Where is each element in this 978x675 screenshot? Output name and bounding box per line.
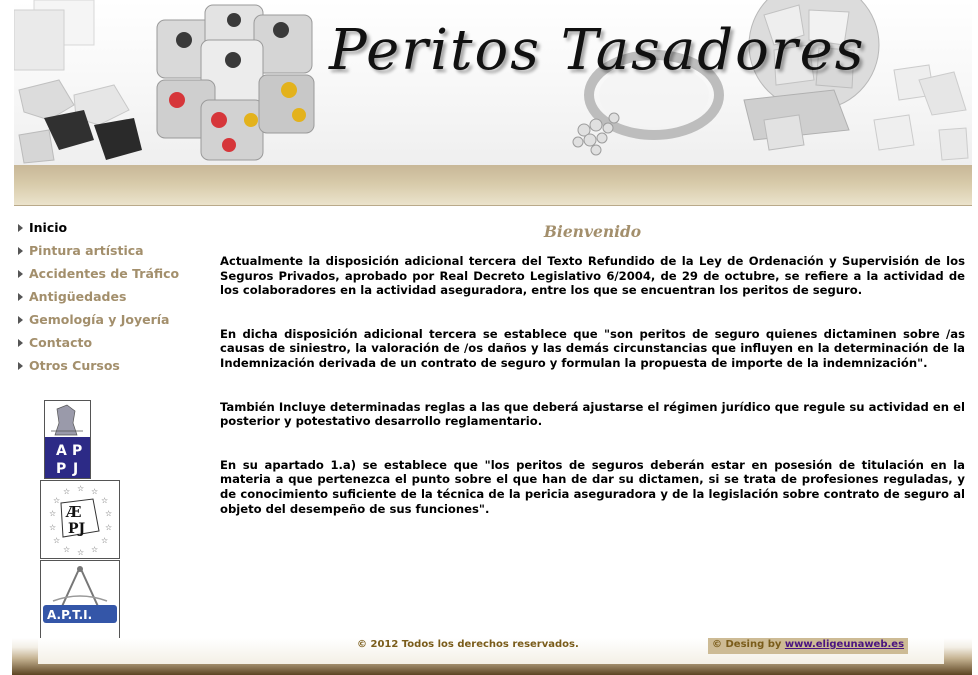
svg-text:Æ: Æ	[66, 503, 82, 521]
nav-item-label: Antigüedades	[29, 289, 127, 304]
svg-text:☆: ☆	[91, 545, 99, 554]
svg-text:☆: ☆	[101, 536, 109, 545]
triangle-right-icon	[18, 339, 23, 347]
dice-cube-icon	[139, 0, 324, 165]
appj-logo[interactable]	[44, 400, 91, 479]
appj-logo-graphic	[45, 401, 90, 478]
svg-text:A: A	[56, 443, 67, 459]
aepj-logo-graphic	[41, 481, 119, 558]
svg-text:☆: ☆	[105, 509, 113, 518]
nav-item-antiguedades[interactable]	[18, 287, 208, 310]
header-divider-bar	[14, 165, 972, 206]
svg-text:☆: ☆	[53, 496, 61, 505]
svg-text:☆: ☆	[91, 487, 99, 496]
nav-item-otros-cursos[interactable]	[18, 356, 208, 379]
svg-text:PJ: PJ	[68, 521, 86, 537]
header-banner	[14, 0, 972, 165]
design-credit-link[interactable]: www.eligeunaweb.es	[784, 639, 905, 650]
paragraph-1: Actualmente la disposición adicional tercera del Texto Refundido de la Ley de Ordenación y Supervisión de los Seguros Privados, aprobado por Real Decreto Legislativo 6/2004, de 29 de octubre, se refiere a la actividad de los colaboradores en la actividad aseguradora, entre los que se encuentran los peritos de seguro.	[220, 254, 965, 298]
svg-text:J: J	[73, 461, 79, 477]
nav-item-label: Gemología y Joyería	[29, 312, 170, 327]
paragraph-4: En su apartado 1.a) se establece que "los peritos de seguros deberán estar en posesión de titulación en la materia a que pertenezca el punto sobre el que han de dar su dictamen, si se trata de profesiones reguladas, y de conocimiento suficiente de la técnica de la pericia aseguradora y de la legislación sobre contrato de seguro al objeto del desempeño de sus funciones".	[220, 457, 965, 516]
puzzle-pieces-icon	[14, 0, 154, 165]
sidebar-nav	[18, 218, 208, 379]
svg-text:☆: ☆	[77, 548, 85, 557]
nav-item-label: Inicio	[29, 220, 68, 235]
nav-item-contacto[interactable]	[18, 333, 208, 356]
svg-text:☆: ☆	[53, 536, 61, 545]
triangle-right-icon	[18, 362, 23, 370]
svg-text:A.P.T.I.: A.P.T.I.	[47, 608, 93, 622]
design-credit-prefix: © Desing by	[712, 639, 785, 650]
svg-text:☆: ☆	[101, 496, 109, 505]
paragraph-3: También Incluye determinadas reglas a las que deberá ajustarse el régimen jurídico que regule su actividad en el posterior y potestativo desarrollo reglamentario.	[220, 399, 965, 429]
nav-item-inicio[interactable]	[18, 218, 208, 241]
svg-text:P: P	[72, 443, 83, 459]
nav-item-label: Otros Cursos	[29, 358, 120, 373]
triangle-right-icon	[18, 247, 23, 255]
svg-text:P: P	[56, 461, 67, 477]
apti-logo[interactable]	[40, 560, 120, 639]
apti-logo-graphic	[41, 561, 119, 638]
triangle-right-icon	[18, 293, 23, 301]
svg-text:☆: ☆	[49, 509, 57, 518]
nav-item-label: Contacto	[29, 335, 93, 350]
triangle-right-icon	[18, 224, 23, 232]
paragraph-2: En dicha disposición adicional tercera se establece que "son peritos de seguro quienes dictaminen sobre /as causas de siniestro, la valoración de /os daños y las demás circunstancias que influyen en la determinación de la Indemnización derivada de un contrato de seguro y formulan la propuesta de importe de la indemnización".	[220, 326, 965, 370]
footer	[12, 638, 972, 675]
svg-text:☆: ☆	[63, 487, 71, 496]
svg-text:☆: ☆	[105, 523, 113, 532]
svg-text:☆: ☆	[63, 545, 71, 554]
page-title: Bienvenido	[543, 222, 642, 241]
copyright-text: © 2012 Todos los derechos reservados.	[357, 639, 579, 650]
svg-text:☆: ☆	[77, 484, 85, 493]
nav-item-gemologia-joyeria[interactable]	[18, 310, 208, 333]
svg-text:☆: ☆	[49, 523, 57, 532]
design-credit	[712, 638, 904, 652]
nav-item-pintura-artistica[interactable]	[18, 241, 208, 264]
nav-item-accidentes-trafico[interactable]	[18, 264, 208, 287]
aepj-logo[interactable]	[40, 480, 120, 559]
triangle-right-icon	[18, 316, 23, 324]
site-title: Peritos Tasadores	[329, 18, 866, 83]
triangle-right-icon	[18, 270, 23, 278]
nav-item-label: Pintura artística	[29, 243, 144, 258]
main-content	[220, 222, 965, 545]
nav-item-label: Accidentes de Tráfico	[29, 266, 180, 281]
